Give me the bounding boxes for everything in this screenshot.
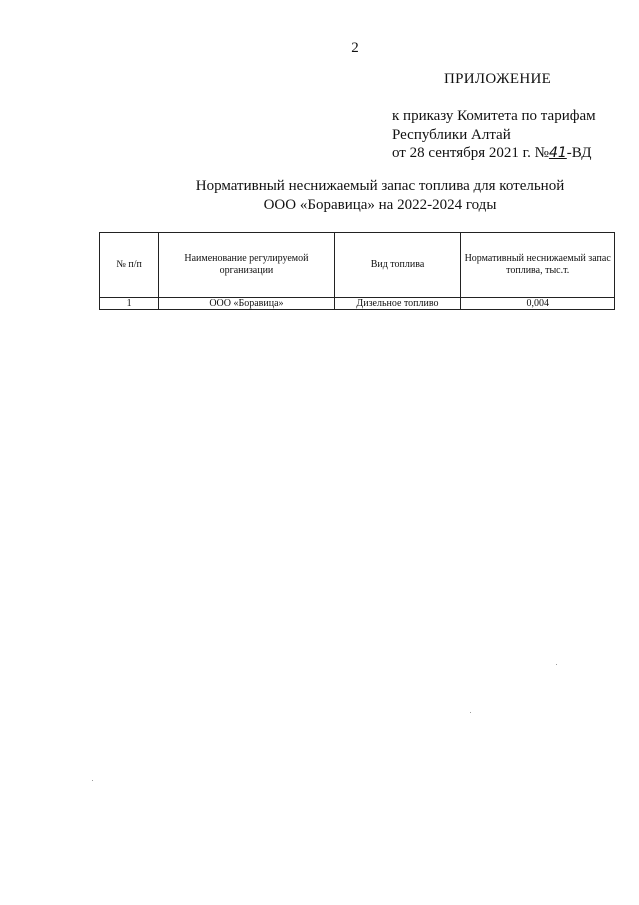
order-line-3 xyxy=(392,144,596,163)
document-title-line-1: Нормативный неснижаемый запас топлива для котельной xyxy=(195,178,565,194)
order-reference xyxy=(392,107,596,163)
scan-speck xyxy=(92,780,93,781)
order-line-1: к приказу Комитета по тарифам xyxy=(392,108,596,124)
cell-fuel-type: Дизельное топливо xyxy=(334,298,461,310)
scan-speck xyxy=(470,712,471,713)
document-title-line-2: ООО «Боравица» на 2022-2024 годы xyxy=(263,197,497,213)
header-organization: Наименование регулируемой организации xyxy=(159,233,334,298)
order-date: от 28 сентября 2021 г. № xyxy=(392,145,549,161)
document-title xyxy=(150,177,610,215)
table-header-row xyxy=(100,233,615,298)
table-row xyxy=(100,298,615,310)
scan-speck xyxy=(556,664,557,665)
appendix-title: ПРИЛОЖЕНИЕ xyxy=(444,71,552,87)
header-fuel-reserve: Нормативный неснижаемый запас топлива, тыс.т. xyxy=(461,233,615,298)
order-number-handwritten: 41 xyxy=(548,145,567,161)
order-suffix: -ВД xyxy=(566,145,592,161)
order-line-2: Республики Алтай xyxy=(392,126,511,143)
cell-organization: ООО «Боравица» xyxy=(159,298,334,310)
header-number: № п/п xyxy=(100,233,159,298)
header-fuel-type: Вид топлива xyxy=(334,233,461,298)
cell-fuel-reserve: 0,004 xyxy=(461,298,615,310)
fuel-reserve-table xyxy=(99,232,615,310)
page-number: 2 xyxy=(351,40,359,56)
cell-number: 1 xyxy=(100,298,159,310)
